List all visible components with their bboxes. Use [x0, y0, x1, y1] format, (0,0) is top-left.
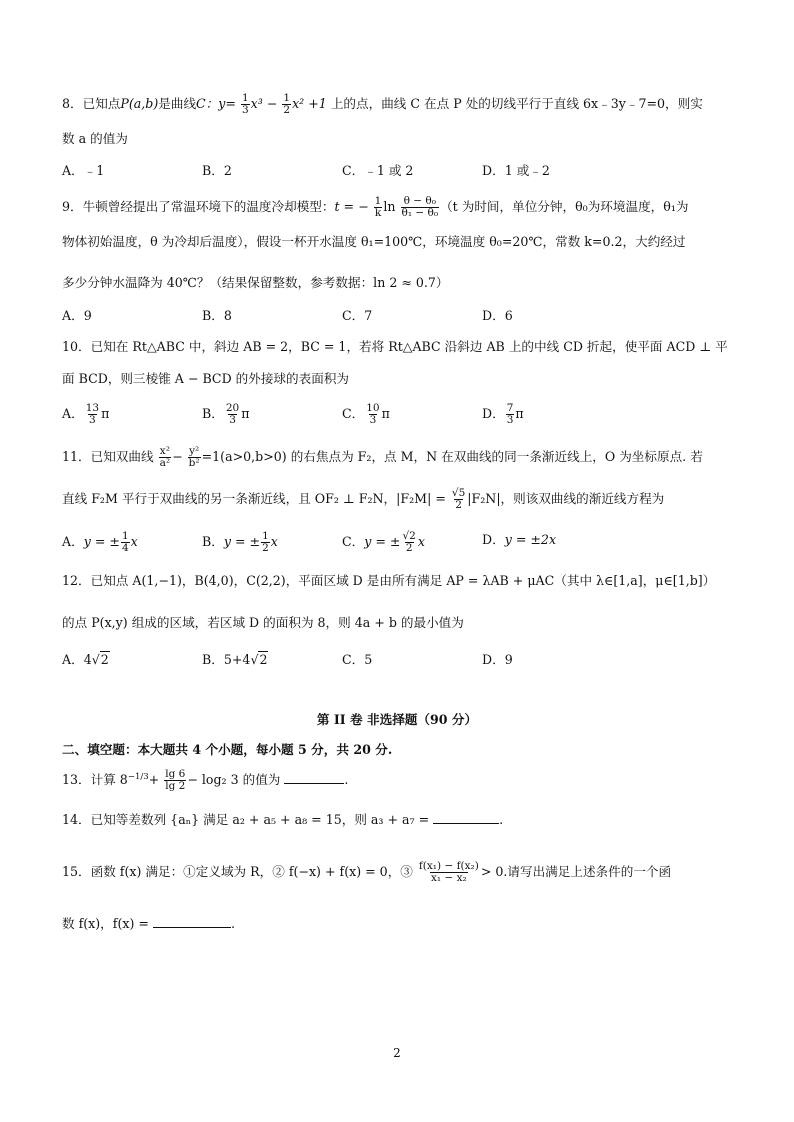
option-d[interactable]: D．6 [482, 308, 513, 323]
fraction: $\frac{√5}{2}$ [451, 487, 466, 511]
q15-line1: 15．函数 f(x) 满足：①定义域为 R，② f(−x) + f(x) = 0，③ $\frac{\text{f(x₁) − f(x₂)}}{\text{x₁ − x₂}}$ > 0.请写出满足上述条件的一个函 [62, 860, 672, 884]
fraction: $\frac{\text{θ − θ₀}}{\text{θ₁ − θ₀}}$ [401, 195, 439, 219]
fraction: $\frac{1}{3}$ [241, 92, 249, 116]
option-b[interactable]: B．y = ± $\frac{1}{2}$ x [202, 530, 278, 554]
option-c[interactable]: C．7 [342, 308, 373, 323]
q15-line2: 数 f(x)，f(x) = . [62, 916, 235, 931]
option-c[interactable]: C．y = ± $\frac{√2}{2}$ x [342, 530, 425, 554]
q9-line1: 9．牛顿曾经提出了常温环境下的温度冷却模型：t = − $\frac{1}{k}$ ln $\frac{\text{θ − θ₀}}{\text{θ₁ − θ₀}}$ （t 为时间，单位分钟，θ₀为环境温度，θ₁为 [62, 195, 689, 219]
answer-blank[interactable] [153, 916, 231, 928]
q9-line2: 物体初始温度，θ 为冷却后温度），假设一杯开水温度 θ₁=100℃，环境温度 θ₀=20℃，常数 k=0.2，大约经过 [62, 234, 686, 249]
fraction: $\frac{1}{2}$ [283, 92, 291, 116]
option-d[interactable]: D．y = ±2x [482, 532, 557, 547]
option-c[interactable]: C． $\frac{10}{3}$ π [342, 402, 390, 426]
q8-line2: 数 a 的值为 [62, 131, 128, 146]
q11-options [62, 531, 752, 554]
section-title: 第 II 卷 非选择题（90 分） [316, 712, 478, 727]
q10-options [62, 403, 752, 426]
option-b[interactable]: B． $\frac{20}{3}$ π [202, 402, 250, 426]
q11-line1: 11．已知双曲线 $\frac{\text{x²}}{\text{a²}}$ − $\frac{\text{y²}}{\text{b²}}$ =1(a>0,b>0) 的右焦点为 F₂，点 M，N 在双曲线的同一条渐近线上，O 为坐标原点. 若 [62, 445, 703, 469]
option-a[interactable]: A．y = ± $\frac{1}{4}$ x [62, 530, 138, 554]
answer-blank[interactable] [284, 772, 344, 784]
section-heading: 二、填空题：本大题共 4 个小题，每小题 5 分，共 20 分. [62, 742, 393, 757]
q9-line3: 多少分钟水温降为 40℃？（结果保留整数，参考数据：ln 2 ≈ 0.7） [62, 275, 449, 290]
q10-line1: 10．已知在 Rt△ABC 中，斜边 AB = 2，BC = 1，若将 Rt△ABC 沿斜边 AB 上的中线 CD 折起，使平面 ACD ⊥ 平 [62, 339, 728, 354]
option-a[interactable]: A． $\frac{13}{3}$ π [62, 402, 110, 426]
answer-blank[interactable] [433, 812, 499, 824]
option-b[interactable]: B．8 [202, 308, 232, 323]
fraction: $\frac{1}{k}$ [374, 195, 382, 219]
fraction: $\frac{\text{f(x₁) − f(x₂)}}{\text{x₁ − x₂}}$ [418, 860, 479, 884]
q11-line2: 直线 F₂M 平行于双曲线的另一条渐近线，且 OF₂ ⊥ F₂N，|F₂M| = $\frac{√5}{2}$ |F₂N|，则该双曲线的渐近线方程为 [62, 487, 665, 511]
option-c[interactable]: C．﹣1 或 2 [342, 163, 414, 178]
option-c[interactable]: C．5 [342, 652, 373, 667]
option-a[interactable]: A．﹣1 [62, 163, 105, 178]
q14-line: 14．已知等差数列 {aₙ} 满足 a₂ + a₅ + a₈ = 15，则 a₃ + a₇ = . [62, 812, 504, 827]
q12-line1: 12．已知点 A(1,−1)，B(4,0)，C(2,2)，平面区域 D 是由所有满足 AP = λAB + μAC（其中 λ∈[1,a]，μ∈[1,b]） [62, 573, 716, 588]
fraction: $\frac{\text{x²}}{\text{a²}}$ [159, 445, 171, 469]
q8-options [62, 162, 752, 180]
page-number: 2 [393, 1046, 401, 1060]
option-d[interactable]: D．1 或﹣2 [482, 163, 550, 178]
q12-options [62, 651, 752, 669]
option-d[interactable]: D． $\frac{7}{3}$ π [482, 402, 524, 426]
q13-line: 13．计算 $8^{-1/3}+$ $\frac{\lg 6}{\lg 2}$ − log₂ 3 的值为 . [62, 768, 349, 792]
q12-line2: 的点 P(x,y) 组成的区域，若区域 D 的面积为 8，则 4a + b 的最小值为 [62, 615, 464, 630]
option-d[interactable]: D．9 [482, 652, 513, 667]
fraction: $\frac{\text{y²}}{\text{b²}}$ [188, 445, 200, 469]
q10-line2: 面 BCD，则三棱锥 A − BCD 的外接球的表面积为 [62, 371, 350, 386]
fraction: $\frac{\lg 6}{\lg 2}$ [165, 768, 186, 792]
option-a[interactable]: A．9 [62, 308, 92, 323]
option-b[interactable]: B．5+4√2 [202, 652, 268, 667]
option-a[interactable]: A．4√2 [62, 652, 109, 667]
q8-line1: 8．已知点P(a,b)是曲线C：y= $\frac{1}{3}$ x³ − $\frac{1}{2}$ x² +1 上的点，曲线 C 在点 P 处的切线平行于直线 6x﹣3y﹣7=0，则实 [62, 92, 703, 116]
option-b[interactable]: B．2 [202, 163, 232, 178]
q9-options [62, 307, 752, 325]
